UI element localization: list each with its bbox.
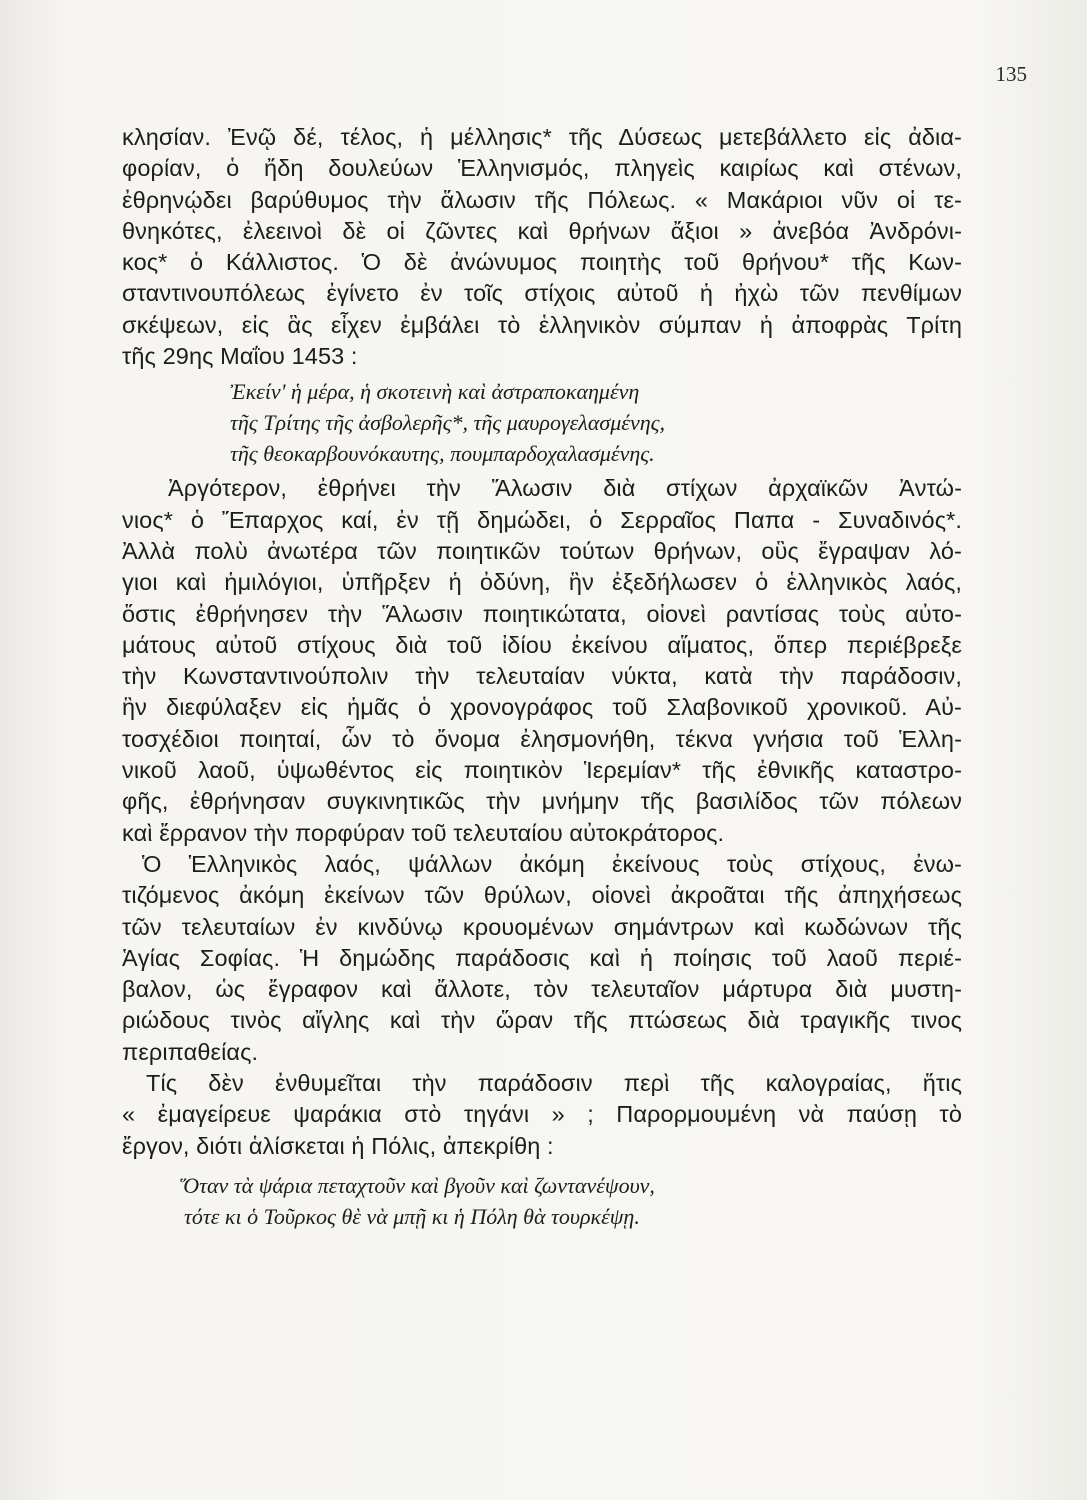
verse-line: τότε κι ὁ Τοῦρκος θὲ νὰ μπῇ κι ἡ Πόλη θὰ τουρκέψῃ.	[184, 1203, 640, 1229]
verse-line: τῆς θεοκαρβουνόκαυτης, πουμπαρδοχαλασμένης.	[230, 441, 655, 467]
text-line: ἔργον, διότι ἁλίσκεται ἡ Πόλις, ἀπεκρίθη :	[122, 1132, 554, 1159]
text-line: σκέψεων, εἰς ἃς εἶχεν ἐμβάλει τὸ ἑλληνικὸν σύμπαν ἡ ἀποφρὰς Τρίτη	[122, 311, 962, 338]
text-line: Ἀλλὰ πολὺ ἀνωτέρα τῶν ποιητικῶν τούτων θρήνων, οὓς ἔγραψαν λό-	[122, 537, 962, 564]
text-line: σταντινουπόλεως ἐγίνετο ἐν τοῖς στίχοις αὐτοῦ ἡ ἠχὼ τῶν πενθίμων	[122, 280, 962, 307]
text-line: ἐθρηνῴδει βαρύθυμος τὴν ἅλωσιν τῆς Πόλεως. « Μακάριοι νῦν οἱ τε-	[122, 186, 962, 213]
text-line: κος* ὁ Κάλλιστος. Ὁ δὲ ἀνώνυμος ποιητὴς τοῦ θρήνου* τῆς Κων-	[122, 249, 962, 276]
verse-quote-2	[122, 1170, 962, 1232]
verse-line: Ὅταν τὰ ψάρια πεταχτοῦν καὶ βγοῦν καὶ ζωντανέψουν,	[180, 1172, 655, 1198]
verse-line: Ἐκείν' ἡ μέρα, ἡ σκοτεινὴ καὶ ἀστραποκαημένη	[230, 379, 640, 405]
text-line: ἣν διεφύλαξεν εἰς ἡμᾶς ὁ χρονογράφος τοῦ Σλαβονικοῦ χρονικοῦ. Αὐ-	[122, 694, 962, 721]
text-line: γιοι καὶ ἡμιλόγιοι, ὑπῆρξεν ἡ ὀδύνη, ἣν ἐξεδήλωσεν ὁ ἑλληνικὸς λαός,	[122, 569, 962, 596]
text-line: νιος* ὁ Ἔπαρχος καί, ἐν τῇ δημώδει, ὁ Σερραῖος Παπα - Συναδινός*.	[122, 506, 962, 533]
paragraph-1	[122, 122, 962, 372]
text-line: τῶν τελευταίων ἐν κινδύνῳ κρουομένων σημάντρων καὶ κωδώνων τῆς	[122, 913, 962, 940]
text-line: φορίαν, ὁ ἤδη δουλεύων Ἑλληνισμός, πληγεὶς καιρίως καὶ στένων,	[122, 155, 962, 182]
text-line: νικοῦ λαοῦ, ὑψωθέντος εἰς ποιητικὸν Ἱερεμίαν* τῆς ἐθνικῆς καταστρο-	[122, 757, 962, 784]
text-line: βαλον, ὡς ἔγραφον καὶ ἄλλοτε, τὸν τελευταῖον μάρτυρα διὰ μυστη-	[122, 976, 962, 1003]
page-number: 135	[995, 62, 1027, 86]
text-line: τὴν Κωνσταντινούπολιν τὴν τελευταίαν νύκτα, κατὰ τὴν παράδοσιν,	[122, 663, 962, 690]
text-line: ὅστις ἐθρήνησεν τὴν Ἅλωσιν ποιητικώτατα, οἱονεὶ ραντίσας τοὺς αὐτο-	[122, 600, 962, 627]
text-line: ριώδους τινὸς αἴγλης καὶ τὴν ὥραν τῆς πτώσεως διὰ τραγικῆς τινος	[122, 1007, 962, 1034]
paragraph-3	[122, 849, 962, 1068]
text-line: φῆς, ἐθρήνησαν συγκινητικῶς τὴν μνήμην τῆς βασιλίδος τῶν πόλεων	[122, 788, 962, 815]
verse-line: τῆς Τρίτης τῆς ἀσβολερῆς*, τῆς μαυρογελασμένης,	[230, 410, 666, 436]
text-line: Τίς δὲν ἐνθυμεῖται τὴν παράδοσιν περὶ τῆς καλογραίας, ἥτις	[146, 1070, 962, 1097]
text-line: μάτους αὐτοῦ στίχους διὰ τοῦ ἰδίου ἐκείνου αἵματος, ὅπερ περιέβρεξε	[122, 631, 962, 658]
body-text	[122, 122, 962, 1232]
text-line: περιπαθείας.	[122, 1038, 259, 1065]
text-line: θνηκότες, ἐλεεινοὶ δὲ οἱ ζῶντες καὶ θρήνων ἄξιοι » ἀνεβόα Ἀνδρόνι-	[122, 217, 962, 244]
verse-quote-1	[230, 376, 962, 469]
text-line: Ὁ Ἑλληνικὸς λαός, ψάλλων ἀκόμη ἐκείνους τοὺς στίχους, ἐνω-	[142, 850, 962, 877]
text-line: τοσχέδιοι ποιηταί, ὧν τὸ ὄνομα ἐλησμονήθη, τέκνα γνήσια τοῦ Ἑλλη-	[122, 725, 962, 752]
text-line: « ἐμαγείρευε ψαράκια στὸ τηγάνι » ; Παρορμουμένη νὰ παύσῃ τὸ	[122, 1101, 962, 1128]
paragraph-2	[122, 473, 962, 849]
text-line: Ἁγίας Σοφίας. Ἡ δημώδης παράδοσις καὶ ἡ ποίησις τοῦ λαοῦ περιέ-	[122, 944, 962, 971]
paragraph-4	[122, 1068, 962, 1162]
text-line: Ἀργότερον, ἐθρήνει τὴν Ἅλωσιν διὰ στίχων ἀρχαϊκῶν Ἀντώ-	[168, 475, 962, 502]
text-line: καὶ ἔρρανον τὴν πορφύραν τοῦ τελευταίου αὐτοκράτορος.	[122, 819, 725, 846]
text-line: κλησίαν. Ἐνῷ δέ, τέλος, ἡ μέλλησις* τῆς Δύσεως μετεβάλλετο εἰς ἀδια-	[122, 124, 962, 150]
text-line: τῆς 29ης Μαΐου 1453 :	[122, 343, 358, 370]
text-line: τιζόμενος ἀκόμη ἐκείνων τῶν θρύλων, οἱονεὶ ἀκροᾶται τῆς ἀπηχήσεως	[122, 882, 962, 909]
